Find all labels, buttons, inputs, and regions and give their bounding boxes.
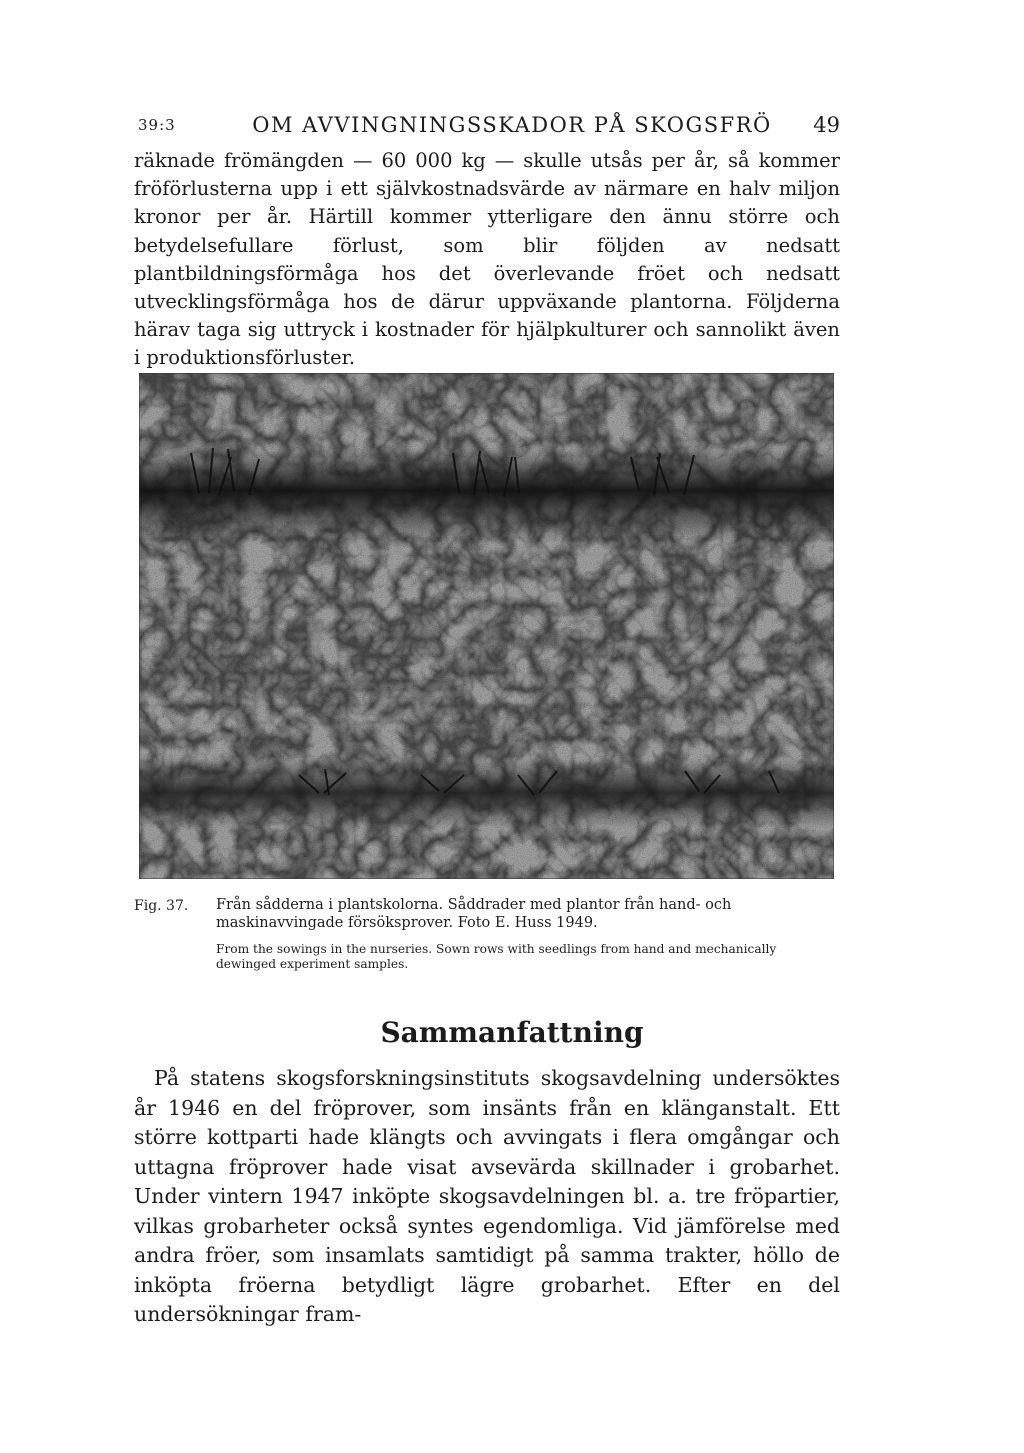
- chapter-reference: 39:3: [138, 116, 176, 134]
- running-header-title: OM AVVINGNINGSSKADOR PÅ SKOGSFRÖ: [252, 113, 772, 137]
- page-number: 49: [813, 113, 840, 137]
- section-heading: Sammanfattning: [380, 1016, 644, 1049]
- body-paragraph: räknade frömängden — 60 000 kg — skulle utsås per år, så kommer fröförlusterna upp i ett självkostnadsvärde av närmare en halv miljon kronor per år. Härtill kommer ytterligare den ännu större och betydelsefullare förlust, som blir följden av nedsatt plantbildningsförmåga hos det överlevande fröet och nedsatt utvecklingsförmåga hos de därur uppväxande plantorna. Följderna härav taga sig uttryck i kostnader för hjälpkulturer och sannolikt även i produktionsförluster.: [134, 149, 840, 370]
- seedling-rows-photo: [139, 373, 834, 879]
- figure-caption-english: From the sowings in the nurseries. Sown rows with seedlings from hand and mechanically dewinged experiment samples.: [216, 942, 777, 971]
- figure-caption-swedish: Från sådderna i plantskolorna. Såddrader med plantor från hand- och maskinavvingade försöksprover. Foto E. Huss 1949.: [216, 897, 732, 931]
- summary-paragraph: På statens skogsforskningsinstituts skogsavdelning undersöktes år 1946 en del fröprover, som insänts från en klänganstalt. Ett större kottparti hade klängts och avvingats i flera omgångar och uttagna fröprover hade visat avsevärda skillnader i grobarhet. Under vintern 1947 inköpte skogsavdelningen bl. a. tre fröpartier, vilkas grobarheter också syntes egendomliga. Vid jämförelse med andra fröer, som insamlats samtidigt på samma trakter, höllo de inköpta fröerna betydligt lägre grobarhet. Efter en del undersökningar fram-: [134, 1066, 840, 1326]
- figure-label: Fig. 37.: [134, 898, 189, 914]
